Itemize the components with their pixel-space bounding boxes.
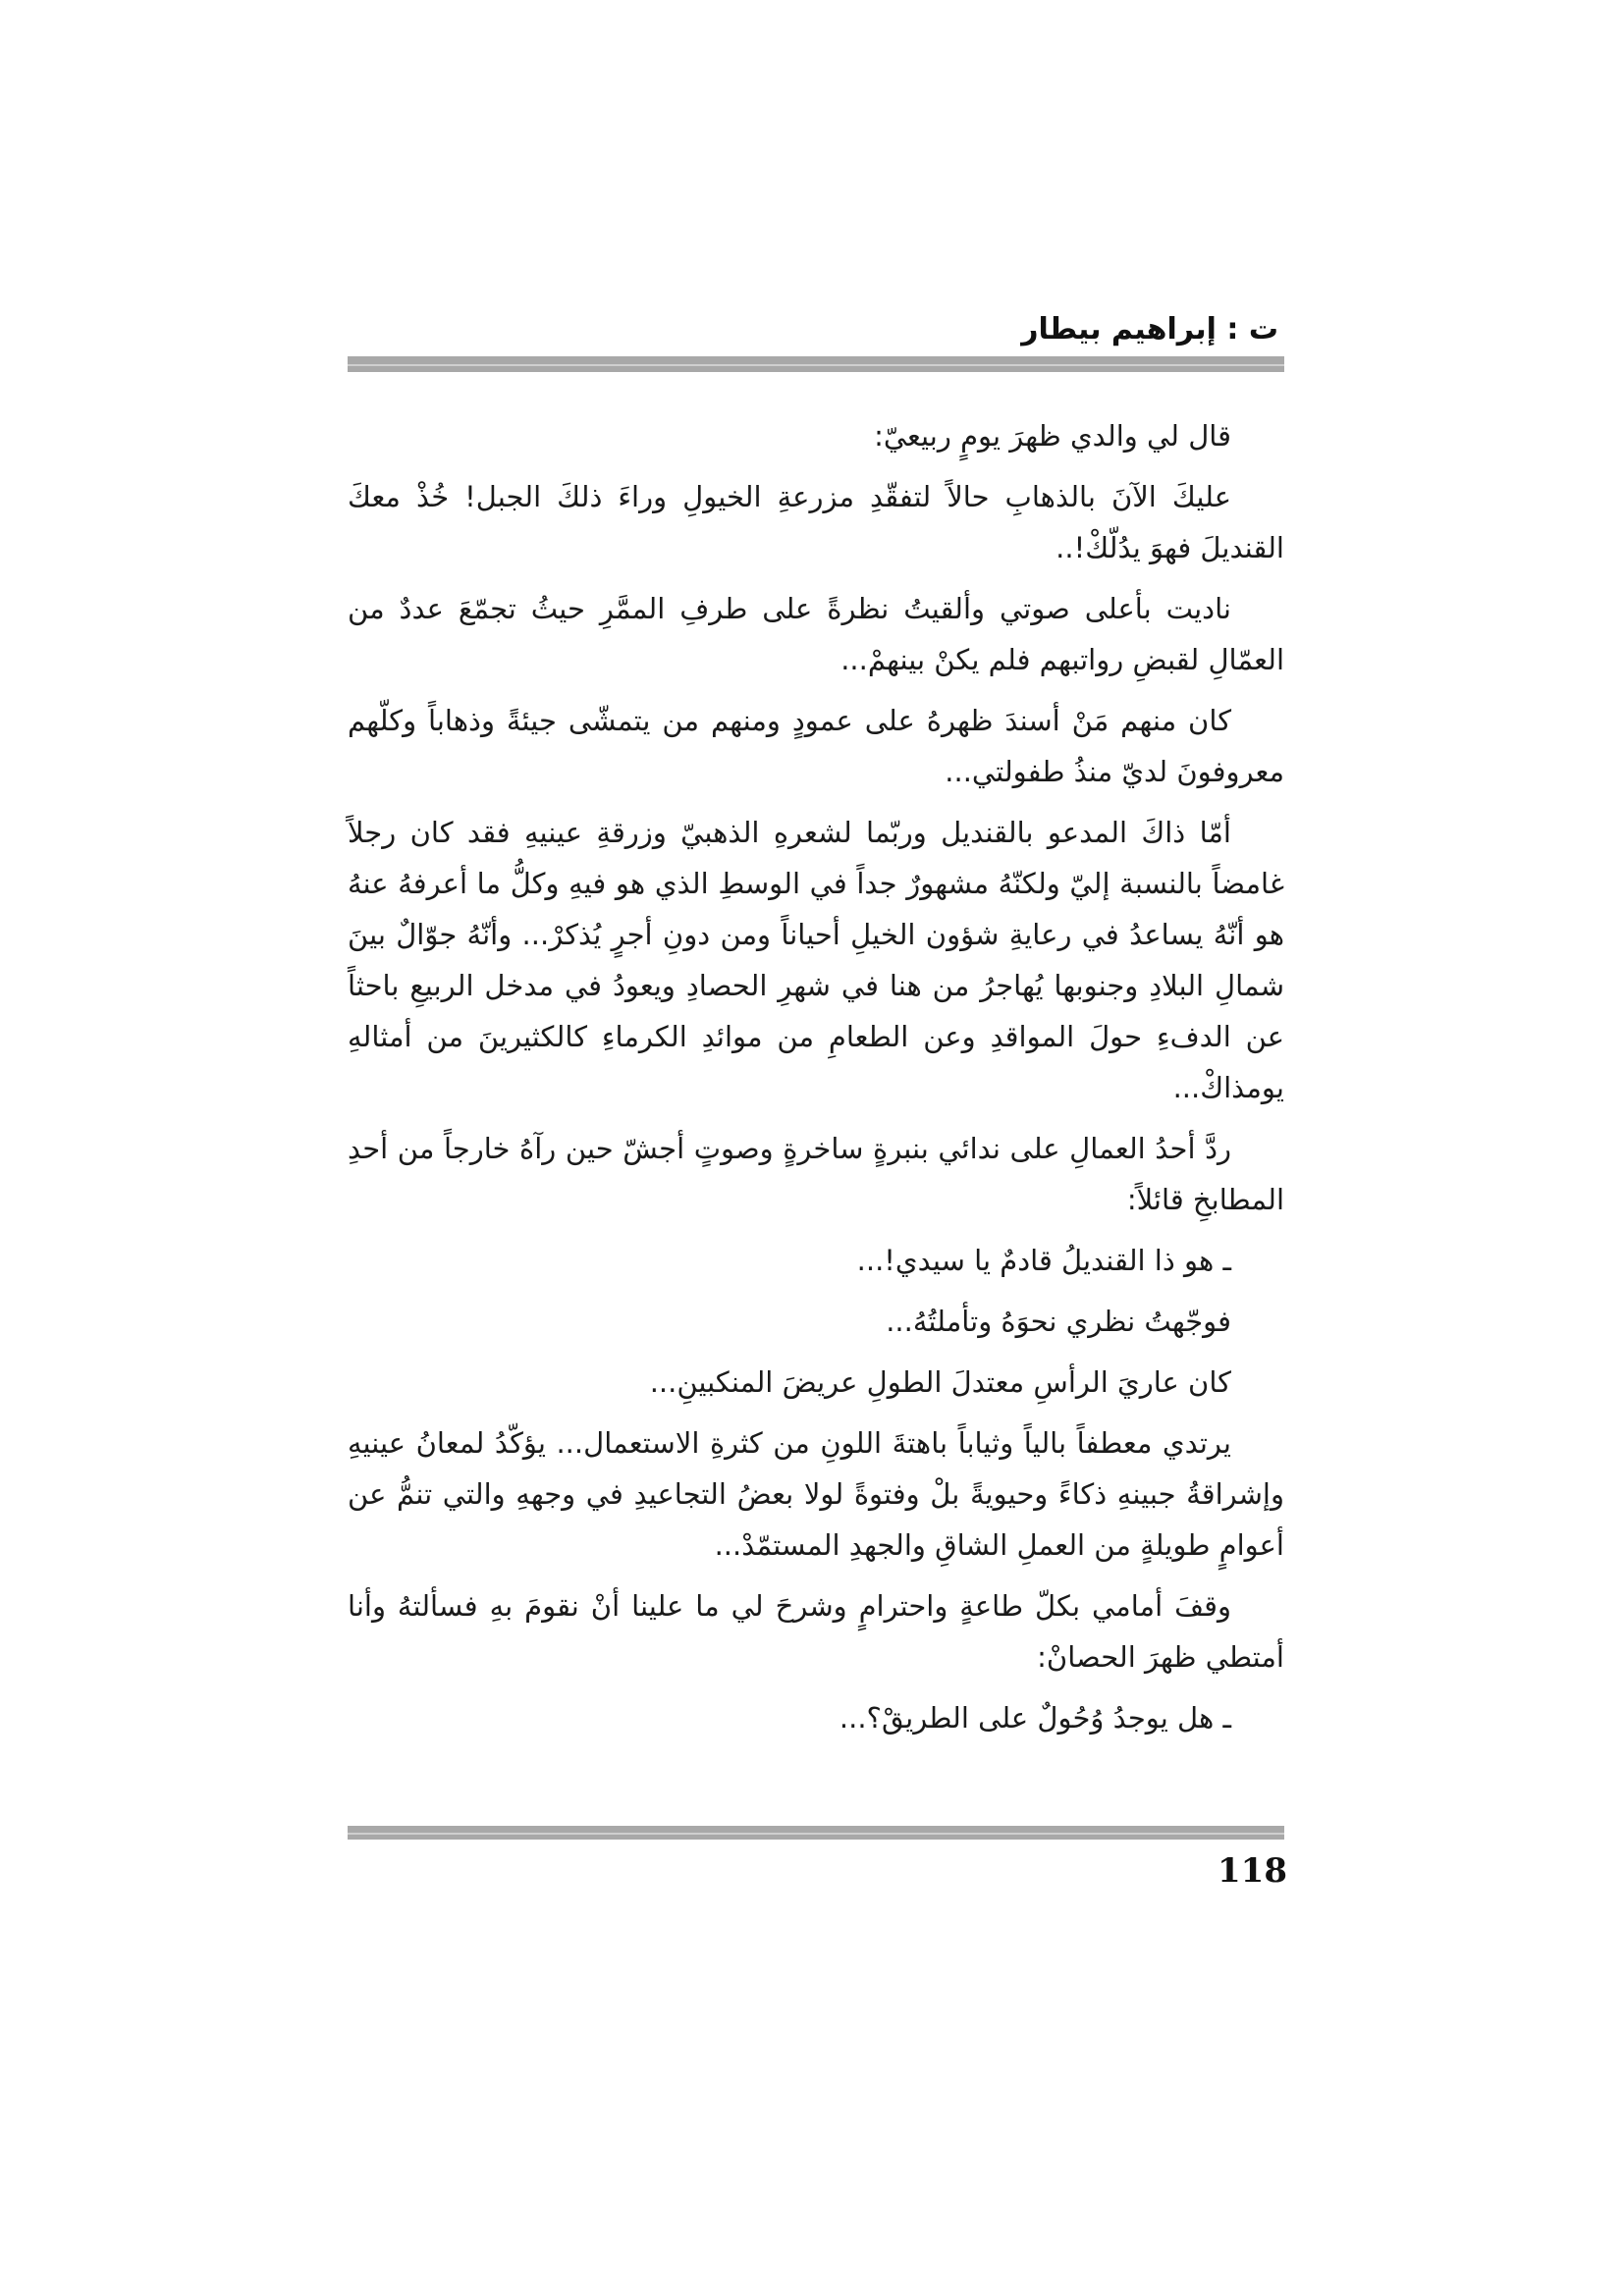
header-rule xyxy=(348,356,1284,372)
dialogue-line: ـ هل يوجدُ وُحُولٌ على الطريقْ؟... xyxy=(839,1701,1231,1735)
paragraph: فوجّهتُ نظري نحوَهُ وتأملتُهُ... xyxy=(886,1305,1231,1338)
paragraph: يرتدي معطفاً بالياً وثياباً باهتةَ اللونِ من كثرةِ الاستعمال... يؤكّدُ لمعانُ عينيهِ وإشراقةُ جبينهِ ذكاءً وحيويةً بلْ وفتوةً لولا بعضُ التجاعيدِ في وجههِ والتي تنمُّ عن أعوامٍ طويلةٍ من العملِ الشاقِ والجهدِ المستمّدْ... xyxy=(348,1426,1284,1562)
paragraph: كان عاريَ الرأسِ معتدلَ الطولِ عريضَ المنكبينِ... xyxy=(649,1365,1231,1399)
page-body xyxy=(348,410,1284,1753)
paragraph: وقفَ أمامي بكلّ طاعةٍ واحترامٍ وشرحَ لي ما علينا أنْ نقومَ بهِ فسألتهُ وأنا أمتطي ظهرَ الحصانْ: xyxy=(348,1589,1284,1674)
paragraph: عليكَ الآنَ بالذهابِ حالاً لتفقّدِ مزرعةِ الخيولِ وراءَ ذلكَ الجبل! خُذْ معكَ القنديلَ فهوَ يدُلّكْ!.. xyxy=(348,480,1284,564)
paragraph: قال لي والدي ظهرَ يومٍ ربيعيّ: xyxy=(874,419,1231,453)
page-number: 118 xyxy=(1218,1851,1287,1891)
running-header-author: ت : إبراهيم بيطار xyxy=(1021,312,1278,347)
paragraph: أمّا ذاكَ المدعو بالقنديل وربّما لشعرهِ الذهبيّ وزرقةِ عينيهِ فقد كان رجلاً غامضاً بالنسبة إليّ ولكنّهُ مشهورٌ جداً في الوسطِ الذي هو فيهِ وكلُّ ما أعرفهُ عنهُ هو أنّهُ يساعدُ في رعايةِ شؤون الخيلِ أحياناً ومن دونِ أجرٍ يُذكرْ... وأنّهُ جوّالٌ بينَ شمالِ البلادِ وجنوبها يُهاجرُ من هنا في شهرِ الحصادِ ويعودُ في مدخل الربيعِ باحثاً عن الدفءِ حولَ المواقدِ وعن الطعامِ من موائدِ الكرماءِ كالكثيرينَ من أمثالهِ يومذاكْ... xyxy=(348,816,1284,1104)
paragraph: ردَّ أحدُ العمالِ على ندائي بنبرةٍ ساخرةٍ وصوتٍ أجشّ حين رآهُ خارجاً من أحدِ المطابخِ قائلاً: xyxy=(348,1132,1284,1216)
dialogue-line: ـ هو ذا القنديلُ قادمٌ يا سيدي!... xyxy=(856,1244,1231,1277)
paragraph: كان منهم مَنْ أسندَ ظهرهُ على عمودٍ ومنهم من يتمشّى جيئةً وذهاباً وكلّهم معروفونَ لديّ منذُ طفولتي... xyxy=(348,704,1284,788)
paragraph: ناديت بأعلى صوتي وألقيتُ نظرةً على طرفِ الممَّرِ حيثُ تجمّعَ عددٌ من العمّالِ لقبضِ رواتبهم فلم يكنْ بينهمْ... xyxy=(348,592,1284,676)
footer-rule xyxy=(348,1826,1284,1840)
